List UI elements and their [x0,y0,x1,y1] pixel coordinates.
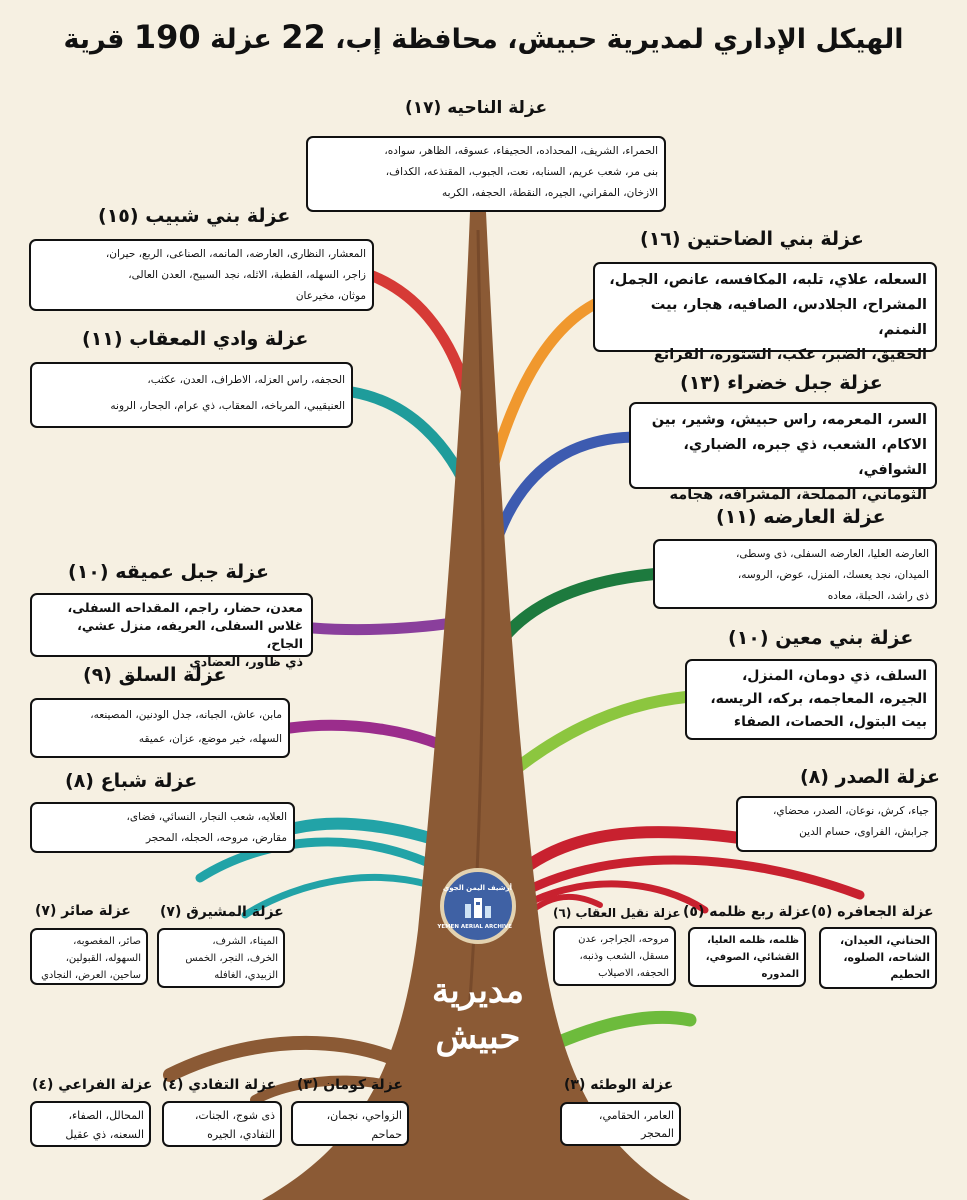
uzla-villages-sadr: جياء، كرش، نوعان، الصدر، محضاي، جرابش، الفراوى، حسام الدين [736,796,937,852]
uzla-heading-mushairiq: عزلة المشيرق (٧) [160,904,284,920]
uzla-villages-saer: صائر، المغصوبه، السهوله، القبولين، ساحين، العرض، النجادي [30,928,148,985]
uzla-villages-kuman: الزواحي، نجمان، حماحم [291,1101,409,1146]
uzla-villages-jaafira: الحناني، العيدان، الشاحه، الصلوه، الحطيم [819,927,937,989]
yemen-aerial-archive-logo: أرشيف اليمن الجوي YEMEN AERIAL ARCHIVE [440,868,516,944]
uzla-heading-jaafira: عزلة الجعافره (٥) [811,904,934,920]
branch-jabal-khadra [495,437,635,545]
uzla-villages-naqil-uqab: مروحه، الجراجر، عدن مسقل، الشعب وذنبه، الحجفه، الاصيلاب [553,926,676,986]
branch-sadr-2 [510,860,860,900]
uzla-villages-bani-shabib: المعشار، النظارى، العارضه، المانمه، الصناعى، الربع، حيران، زاجر، السهله، القطبة، الاثله، نجد السبيح، العدن العالى، موثان، مخيرعان [29,239,374,311]
uzla-villages-jabal-khadra: السر، المعرمه، راس حبيش، وشير، بين الاكام، الشعب، ذي جبره، الضباري، الشوافي، الثوماني، المملحة، المشرافه، هجامه [629,402,937,489]
uzla-villages-watta: العامر، الحقامي، المحجر [560,1102,681,1146]
uzla-villages-tafadi: ذى شوج، الجنات، التفادي، الجيره [162,1101,282,1147]
uzla-heading-shubaa: عزلة شباع (٨) [65,770,198,792]
uzla-villages-faraai: المحالل، الصفاء، السعنه، ذي عقيل [30,1101,151,1147]
uzla-villages-bani-dahitin: السعله، علاي، تلبه، المكافسه، عانص، الجمل، المشراح، الجلادس، الصافيه، هجار، بيت النمنم، الحقيق، الضبر، عكب، الشتوره، الفرائع [593,262,937,352]
uzla-heading-bani-shabib: عزلة بني شبيب (١٥) [98,205,291,227]
uzla-heading-sadr: عزلة الصدر (٨) [800,766,940,788]
uzla-heading-saer: عزلة صائر (٧) [35,903,131,919]
uzla-heading-watta: عزلة الوطئه (٣) [564,1077,674,1093]
uzla-villages-salaq: مابن، عاش، الجبانه، جدل الودنين، المصينعه، السهله، خير موضع، عزان، عميقه [30,698,290,758]
uzla-villages-rub-dhulma: ظلمه، ظلمه العليا، القشائي، الصوفي، المدوره [688,927,806,987]
uzla-villages-mushairiq: الميناء، الشرف، الخرف، النجر، الخمس الزبيدي، الغافله [157,928,285,988]
branch-aridah [498,574,655,645]
branch-wadi-muaqab [352,392,472,500]
uzla-villages-wadi-muaqab: الحجفه، راس العزله، الاطراف، العدن، عكثب، العنيقيبي، المرباخه، المعقاب، ذي عرام، الجحار، الرونه [30,362,353,428]
uzla-villages-bani-maeen: السلف، ذي دومان، المنزل، الجيره، المعاجمه، بركه، الريسه، بيت البتول، الحصات، الصفاء [685,659,937,740]
branch-bani-maeen [502,697,686,780]
uzla-heading-salaq: عزلة السلق (٩) [83,664,227,686]
uzla-heading-naqil-uqab: عزلة نقيل العقاب (٦) [553,906,681,920]
page-title: الهيكل الإداري لمديرية حبيش، محافظة إب، 22 عزلة 190 قرية [63,18,904,56]
uzla-heading-wadi-muaqab: عزلة وادي المعقاب (١١) [82,328,309,350]
uzla-villages-shubaa: العلايه، شعب النجار، النسائي، فضاى، مقارض، مروحه، الحجله، المحجر [30,802,295,853]
uzla-heading-bani-dahitin: عزلة بني الضاحتين (١٦) [640,228,864,250]
uzla-heading-faraai: عزلة الفراعي (٤) [32,1077,153,1093]
uzla-heading-nahiya: عزلة الناحيه (١٧) [405,98,548,118]
uzla-heading-rub-dhulma: عزلة ربع ظلمه (٥) [683,904,811,920]
uzla-heading-bani-maeen: عزلة بني معين (١٠) [728,627,914,649]
uzla-heading-aridah: عزلة العارضه (١١) [716,506,886,528]
uzla-heading-kuman: عزلة كومان (٣) [297,1077,403,1093]
uzla-heading-tafadi: عزلة التفادي (٤) [162,1077,277,1093]
uzla-heading-jabal-khadra: عزلة جبل خضراء (١٣) [680,372,883,394]
uzla-heading-jabal-umaiqa: عزلة جبل عميقه (١٠) [68,561,269,583]
district-label: مديرية حبيش [432,971,524,1057]
uzla-villages-nahiya: الحمراء، الشريف، المحداده، الحجيفاء، عسوقه، الظاهر، سواده، بنى مر، شعب عريم، السنابه، نعت، الجبوب، المقنذعه، الكداف، الازخان، المقراني، الجيره، النقطة، الحجفه، الكربه [306,136,666,212]
uzla-villages-aridah: العارضه العليا، العارضه السفلى، ذى وسطى، الميدان، نجد يعسك، المنزل، عوض، الروسه، ذى راشد، الحبلة، معاده [653,539,937,609]
building-icon [462,896,494,918]
uzla-villages-jabal-umaiqa: معدن، حضار، راجم، المقداحه السفلى، غلاس السفلى، العريفه، منزل عشي، الجاح، ذي ظاور، العضادي [30,593,313,657]
